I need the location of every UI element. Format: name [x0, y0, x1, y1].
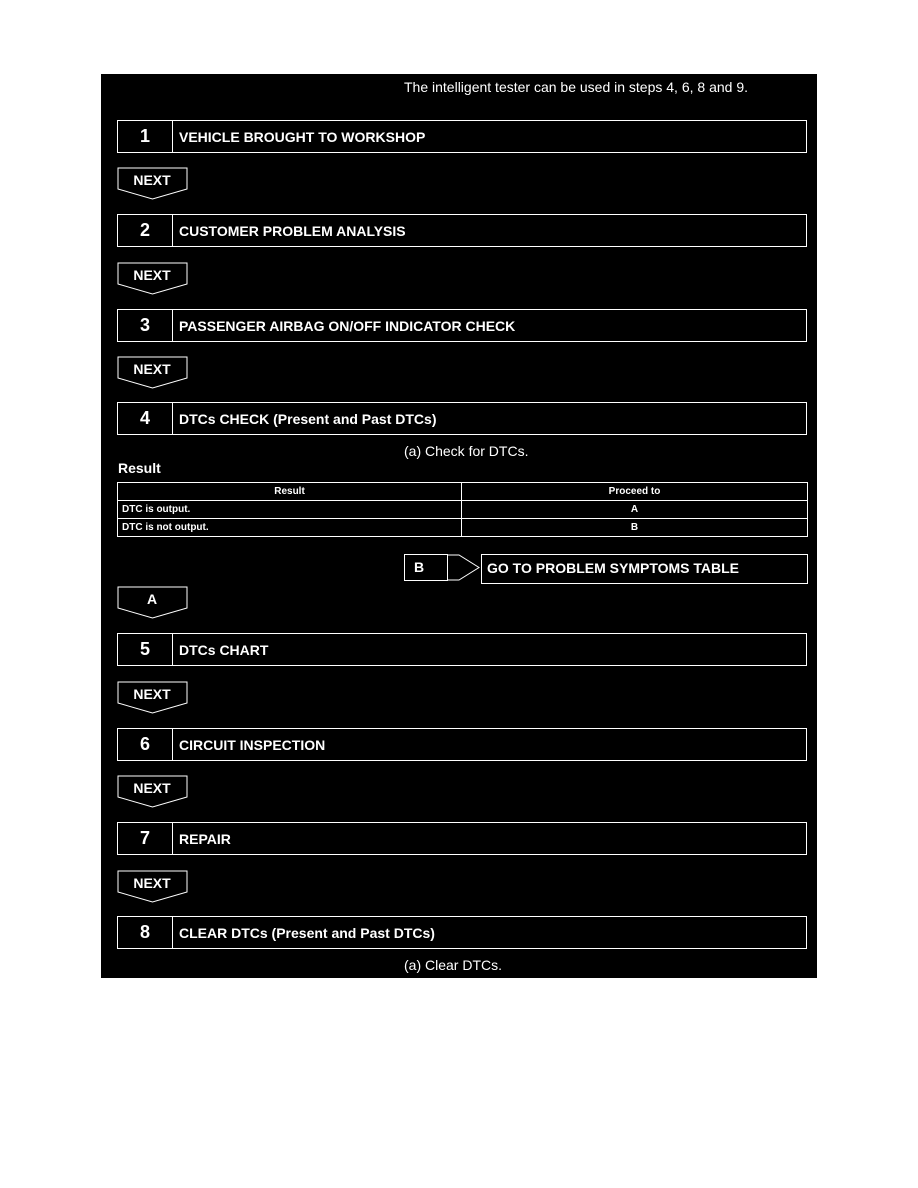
step-title: CIRCUIT INSPECTION — [179, 736, 326, 753]
step-title: REPAIR — [179, 830, 231, 847]
next-arrow-5 — [117, 681, 189, 715]
next-label: NEXT — [133, 361, 171, 377]
next-arrow-1 — [117, 167, 189, 201]
table-header-row — [118, 483, 808, 501]
step-3 — [117, 309, 807, 342]
step-number: 2 — [118, 215, 173, 246]
step-2 — [117, 214, 807, 247]
column-header-proceed-to: Proceed to — [462, 483, 808, 501]
table-row — [118, 519, 808, 537]
step-title: PASSENGER AIRBAG ON/OFF INDICATOR CHECK — [179, 317, 516, 334]
procedure-panel — [101, 74, 817, 978]
step-number: 6 — [118, 729, 173, 760]
next-label: NEXT — [133, 686, 171, 702]
next-label: NEXT — [133, 172, 171, 188]
proceed-cell: B — [462, 519, 808, 537]
branch-b-label: B — [404, 554, 448, 581]
step-title: CLEAR DTCs (Present and Past DTCs) — [179, 924, 435, 941]
step-number: 7 — [118, 823, 173, 854]
result-heading: Result — [118, 460, 161, 476]
step-title: CUSTOMER PROBLEM ANALYSIS — [179, 222, 406, 239]
result-cell: DTC is output. — [118, 501, 462, 519]
step-4 — [117, 402, 807, 435]
problem-symptoms-link[interactable]: GO TO PROBLEM SYMPTOMS TABLE — [481, 554, 808, 584]
next-label: NEXT — [133, 267, 171, 283]
step-number: 1 — [118, 121, 173, 152]
result-cell: DTC is not output. — [118, 519, 462, 537]
proceed-cell: A — [462, 501, 808, 519]
next-arrow-7 — [117, 870, 189, 904]
branch-a-label: A — [146, 591, 158, 607]
step-5 — [117, 633, 807, 666]
step-7 — [117, 822, 807, 855]
clear-dtcs-note: (a) Clear DTCs. — [404, 957, 503, 973]
next-arrow-3 — [117, 356, 189, 390]
step-8 — [117, 916, 807, 949]
next-label: NEXT — [133, 780, 171, 796]
table-row — [118, 501, 808, 519]
step-number: 8 — [118, 917, 173, 948]
step-6 — [117, 728, 807, 761]
step-title: DTCs CHART — [179, 641, 269, 658]
next-arrow-2 — [117, 262, 189, 296]
branch-a-arrow — [117, 586, 189, 620]
next-label: NEXT — [133, 875, 171, 891]
step-number: 5 — [118, 634, 173, 665]
intelligent-tester-note: The intelligent tester can be used in steps 4, 6, 8 and 9. — [404, 79, 748, 95]
check-dtcs-note: (a) Check for DTCs. — [404, 443, 529, 459]
step-number: 3 — [118, 310, 173, 341]
step-title: DTCs CHECK (Present and Past DTCs) — [179, 410, 437, 427]
step-1 — [117, 120, 807, 153]
result-table — [117, 482, 808, 537]
column-header-result: Result — [118, 483, 462, 501]
right-arrow-icon — [447, 554, 483, 582]
step-number: 4 — [118, 403, 173, 434]
step-title: VEHICLE BROUGHT TO WORKSHOP — [179, 128, 426, 145]
next-arrow-6 — [117, 775, 189, 809]
